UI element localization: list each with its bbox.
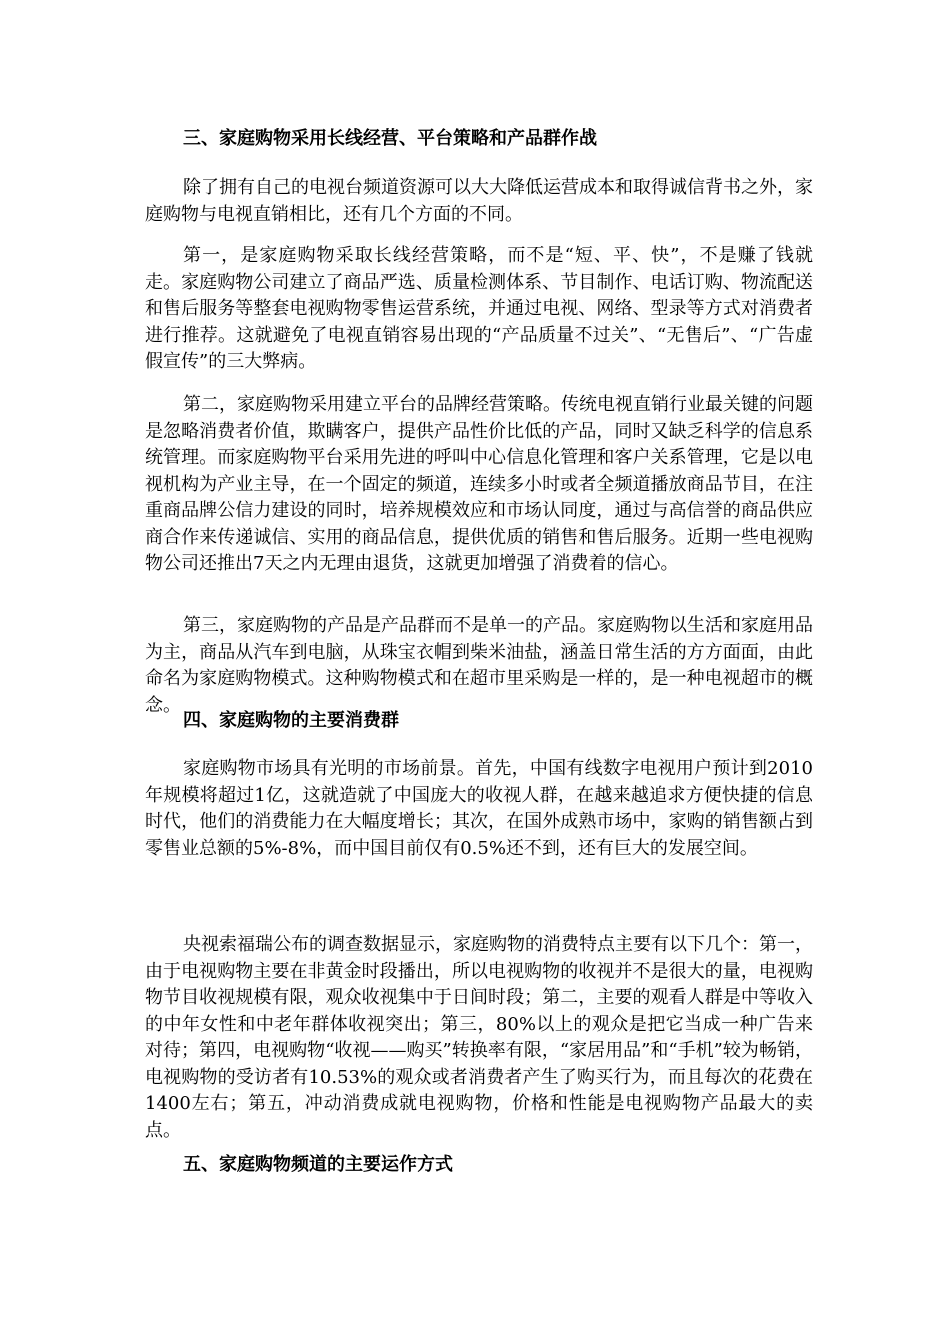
paragraph: 央视索福瑞公布的调查数据显示，家庭购物的消费特点主要有以下几个：第一，由于电视购物主要在非黄金时段播出，所以电视购物的收视并不是很大的量，电视购物节目收视规模有限，观众收视集中于日间时段；第二，主要的观看人群是中等收入的中年女性和中老年群体收视突出；第三，80%以上的观众是把它当成一种广告来对待；第四，电视购物“收视——购买”转换率有限，“家居用品”和“手机”较为畅销，电视购物的受访者有10.53%的观众或者消费者产生了购买行为，而且每次的花费在1400左右；第五，冲动消费成就电视购物，价格和性能是电视购物产品最大的卖点。 xyxy=(145,934,813,1141)
section-heading-4: 四、家庭购物的主要消费群 xyxy=(183,710,399,731)
section-heading-3: 三、家庭购物采用长线经营、平台策略和产品群作战 xyxy=(183,128,597,149)
paragraph: 家庭购物市场具有光明的市场前景。首先，中国有线数字电视用户预计到2010年规模将超过1亿，这就造就了中国庞大的收视人群，在越来越追求方便快捷的信息时代，他们的消费能力在大幅度增长；其次，在国外成熟市场中，家购的销售额占到零售业总额的5%-8%，而中国目前仅有0.5%还不到，还有巨大的发展空间。 xyxy=(145,758,813,859)
paragraph: 第三，家庭购物的产品是产品群而不是单一的产品。家庭购物以生活和家庭用品为主，商品从汽车到电脑，从珠宝衣帽到柴米油盐，涵盖日常生活的方方面面，由此命名为家庭购物模式。这种购物模式和在超市里采购是一样的，是一种电视超市的概念。 xyxy=(145,615,813,716)
paragraph: 第一，是家庭购物采取长线经营策略，而不是“短、平、快”，不是赚了钱就走。家庭购物公司建立了商品严选、质量检测体系、节目制作、电话订购、物流配送和售后服务等整套电视购物零售运营系统，并通过电视、网络、型录等方式对消费者进行推荐。这就避免了电视直销容易出现的“产品质量不过关”、“无售后”、“广告虚假宣传”的三大弊病。 xyxy=(145,245,813,372)
paragraph: 第二，家庭购物采用建立平台的品牌经营策略。传统电视直销行业最关键的问题是忽略消费者价值，欺瞒客户，提供产品性价比低的产品，同时又缺乏科学的信息系统管理。而家庭购物平台采用先进的呼叫中心信息化管理和客户关系管理，它是以电视机构为产业主导，在一个固定的频道，连续多小时或者全频道播放商品节目，在注重商品牌公信力建设的同时，培养规模效应和市场认同度，通过与高信誉的商品供应商合作来传递诚信、实用的商品信息，提供优质的销售和售后服务。近期一些电视购物公司还推出7天之内无理由退货，这就更加增强了消费着的信心。 xyxy=(145,394,813,574)
paragraph: 除了拥有自己的电视台频道资源可以大大降低运营成本和取得诚信背书之外，家庭购物与电视直销相比，还有几个方面的不同。 xyxy=(145,177,813,225)
section-heading-5: 五、家庭购物频道的主要运作方式 xyxy=(183,1154,453,1175)
